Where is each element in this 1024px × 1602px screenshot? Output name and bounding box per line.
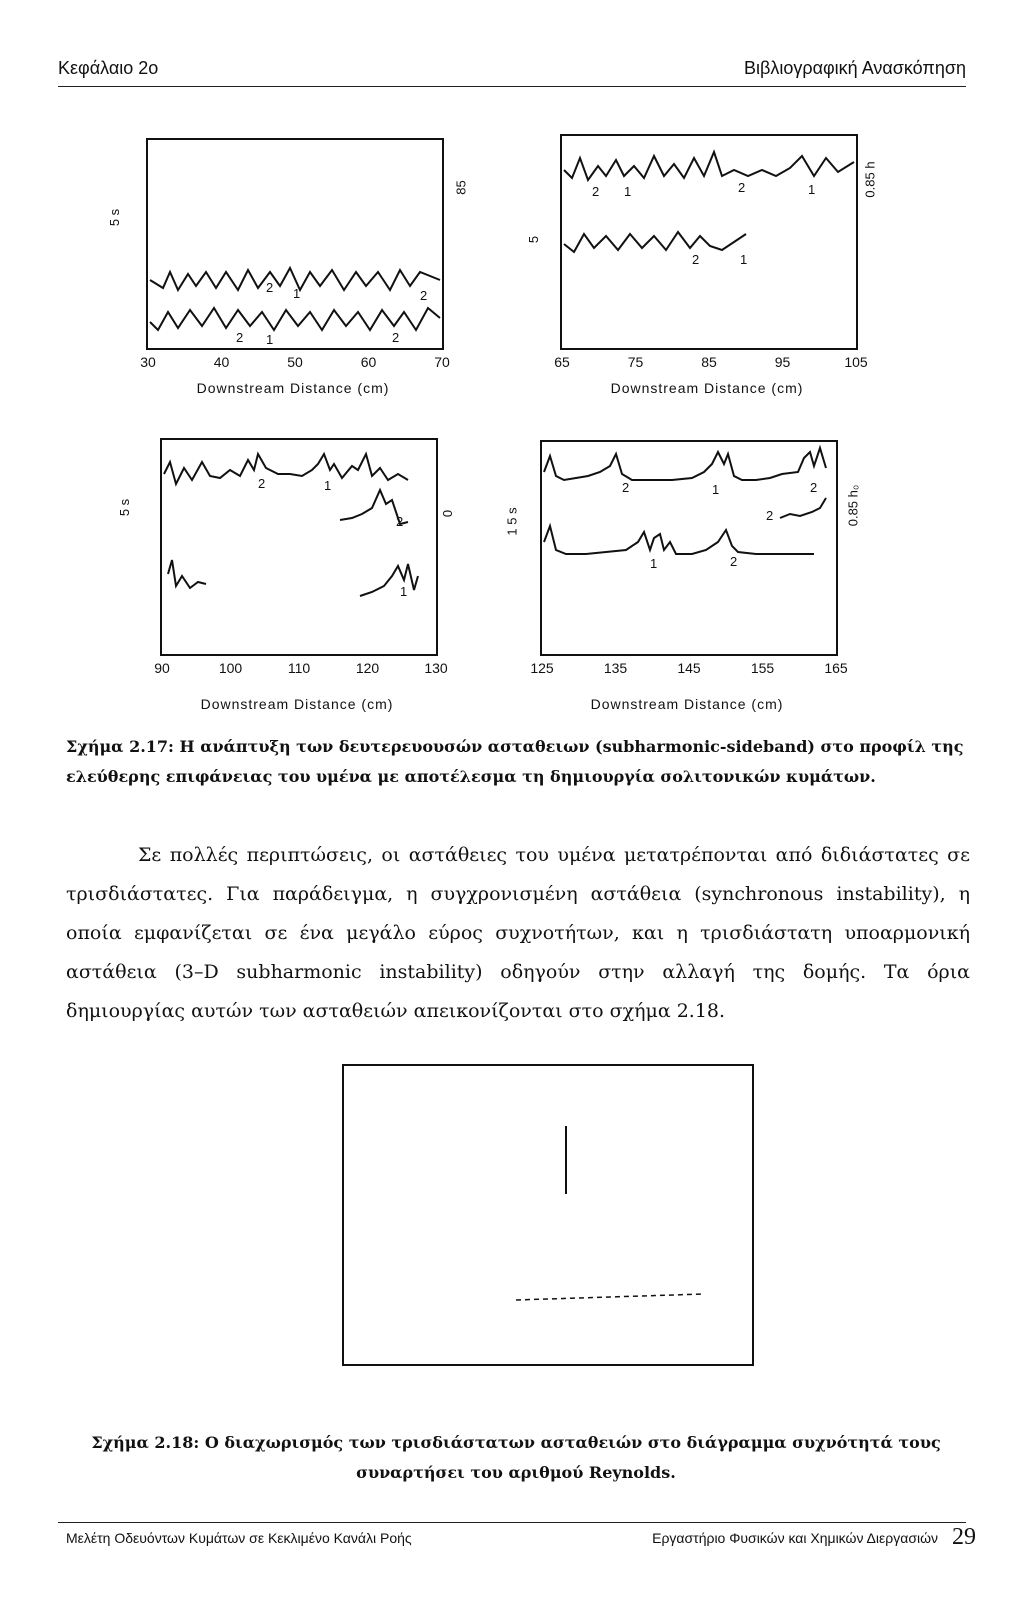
trace-label: 1 (712, 482, 720, 497)
panel-4-traces (542, 442, 836, 654)
x-tick: 60 (360, 354, 377, 370)
panel-4-left-label: 1 5 s (504, 507, 520, 536)
panel-1 (107, 138, 469, 370)
figure-2-18-caption: Σχήμα 2.18: Ο διαχωρισμός των τρισδιάστατων ασταθειών στο διάγραμμα συχνότητά τους συναρτήσει του αριθμού Reynolds. (91, 1433, 941, 1482)
x-tick: 70 (434, 354, 450, 370)
x-tick: 75 (627, 354, 644, 370)
running-header-chapter: Κεφάλαιο 2ο (58, 58, 159, 78)
trace-label: 2 (420, 288, 428, 303)
trace-label: 1 (266, 332, 274, 347)
x-tick: 95 (774, 354, 791, 370)
panel-2 (526, 134, 878, 370)
panel-1-xlabel: Downstream Distance (cm) (196, 380, 390, 396)
x-tick: 145 (677, 660, 701, 676)
trace-label: 2 (738, 180, 746, 195)
x-tick: 65 (554, 354, 570, 370)
x-tick: 100 (218, 660, 243, 676)
panel-1-left-label: 5 s (107, 208, 123, 227)
trace-label: 2 (810, 480, 818, 495)
x-tick: 105 (844, 354, 868, 370)
figure-2-18-marks (344, 1066, 752, 1364)
x-tick: 110 (287, 660, 311, 676)
body-paragraph: Σε πολλές περιπτώσεις, οι αστάθειες του υμένα μετατρέπονται από διδιάστατες σε τρισδιάστατες. Για παράδειγμα, η συγχρονισμένη αστάθεια (synchronous instability), η οποία εμφανίζεται σε ένα μεγάλο εύρος συχνοτήτων, και η τρισδιάστατη υποαρμονική αστάθεια (3–D subharmonic instability) οδηγούν στην αλλαγή της δομής. Τα όρια δημιουργίας αυτών των ασταθειών απεικονίζονται στο σχήμα 2.18. (66, 844, 970, 1022)
trace-label: 2 (236, 330, 244, 345)
x-tick: 90 (154, 660, 170, 676)
trace-label: 2 (730, 554, 738, 569)
panel-1-traces (148, 140, 442, 348)
trace-label: 1 (324, 478, 332, 493)
panel-2-xlabel: Downstream Distance (cm) (610, 380, 804, 396)
panel-3-traces (162, 440, 436, 654)
x-tick: 155 (750, 660, 775, 676)
trace-label: 1 (808, 182, 816, 197)
trace-label: 2 (258, 476, 266, 491)
x-tick: 40 (213, 354, 230, 370)
trace-label: 1 (650, 556, 658, 571)
trace-label: 2 (692, 252, 700, 267)
footer-rule (58, 1522, 966, 1523)
panel-2-right-label: 0.85 h (862, 161, 878, 198)
panel-3-xlabel: Downstream Distance (cm) (200, 696, 394, 712)
page-number: 29 (952, 1524, 976, 1550)
trace-label: 2 (766, 508, 774, 523)
x-tick: 50 (287, 354, 303, 370)
x-tick: 135 (603, 660, 628, 676)
trace-label: 2 (592, 184, 600, 199)
trace-label: 1 (400, 584, 408, 599)
x-tick: 30 (140, 354, 156, 370)
trace-label: 2 (266, 280, 274, 295)
trace-label: 2 (396, 514, 404, 529)
panel-2-traces (562, 136, 856, 348)
panel-3 (117, 438, 456, 676)
x-tick: 85 (701, 354, 717, 370)
trace-label: 1 (740, 252, 748, 267)
panel-4-right-label: 0.85 h₀ (845, 484, 861, 527)
panel-3-left-label: 5 s (117, 498, 133, 517)
trace-label: 1 (624, 184, 632, 199)
figure-2-17-caption: Σχήμα 2.17: Η ανάπτυξη των δευτερευουσών ασταθειων (subharmonic-sideband) στο προφίλ της ελεύθερης επιφάνειας του υμένα με αποτέλεσμα τη δημιουργία σολιτονικών κυμάτων. (66, 737, 964, 786)
trace-label: 2 (622, 480, 630, 495)
footer-lab: Εργαστήριο Φυσικών και Χημικών Διεργασιών (652, 1530, 938, 1546)
panel-2-left-label: 5 (526, 235, 542, 244)
x-tick: 165 (824, 660, 848, 676)
header-rule (58, 86, 966, 87)
footer-title: Μελέτη Οδευόντων Κυμάτων σε Κεκλιμένο Κανάλι Ροής (66, 1530, 412, 1546)
panel-4 (504, 440, 861, 676)
panel-4-xlabel: Downstream Distance (cm) (590, 696, 784, 712)
x-tick: 120 (355, 660, 380, 676)
panel-3-right-label: 0 (440, 509, 456, 518)
x-tick: 125 (530, 660, 554, 676)
x-tick: 130 (424, 660, 448, 676)
trace-label: 2 (392, 330, 400, 345)
panel-1-right-label: 85 (453, 180, 469, 195)
running-header-section: Βιβλιογραφική Ανασκόπηση (744, 58, 966, 78)
figure-2-18 (342, 1064, 754, 1366)
trace-label: 1 (293, 286, 301, 301)
